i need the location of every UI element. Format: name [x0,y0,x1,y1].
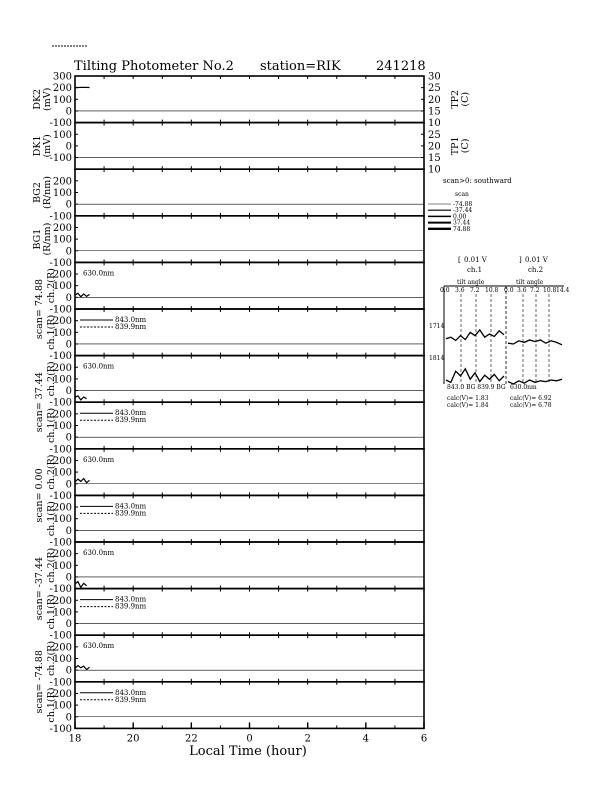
inset-tilt-tick-ch1: 10.8 [485,287,499,294]
inset-tilt-tick-ch2: 0.0 [504,287,514,294]
panel-dk2 [32,72,471,130]
legend-label-843: 843.0nm [115,409,147,417]
y-tick-label: -100 [50,258,72,269]
legend-label-839: 839.9nm [115,323,147,331]
inset-ch2-scale: 0.01 V [525,256,549,264]
y-tick-label: 0 [66,386,72,397]
y-tick-label: -100 [50,444,72,455]
y-tick-label: 0 [66,433,72,444]
inset-ch1-bracket: [ [458,256,461,264]
inset-panel [429,256,570,409]
y-tick-label: 0 [66,572,72,583]
inset-ch2-bottom-labels: 630.0nm [510,384,537,391]
legend-label-839: 839.9nm [115,696,147,704]
y-tick-label: -100 [50,398,72,409]
right-axis-label: TP2 [450,90,461,109]
panel-dk1 [32,123,471,176]
y-axis-label: BG2 [32,182,43,203]
inset-ch1-scale: 0.01 V [464,256,488,264]
panel-frame [75,169,424,216]
y-axis-label: scan= 0.00 [34,468,45,522]
data-trace-s1c2 [75,293,90,297]
y-axis-unit: ch.2(R) [46,268,57,303]
y-axis-unit: (mV) [42,88,53,111]
panel-frame [75,216,424,263]
y-tick-label: 0 [66,712,72,723]
inset-ch2-bracket: ] [519,256,522,264]
scan-legend [428,177,512,233]
y-tick-label: -100 [50,584,72,595]
panel-group [32,72,471,735]
inset-tilt-tick-ch1: 3.6 [455,287,465,294]
y-axis-label: scan= 37.44 [34,372,45,432]
y-tick-label: 100 [53,654,72,665]
y-tick-label: 200 [53,270,72,281]
panel-s1c2 [34,262,424,339]
y-tick-label: 0 [66,666,72,677]
y-tick-label: 200 [53,549,72,560]
inset-tilt-tick-ch2: 14.4 [556,287,570,294]
inset-ch2-label: ch.2 [528,266,543,274]
right-tick-label: 10 [428,118,441,129]
y-tick-label: 300 [53,72,72,83]
y-tick-label: 0 [66,479,72,490]
inset-y-label-top: 1714 [429,323,444,330]
inset-tilt-tick-ch1: 7.2 [470,287,480,294]
x-tick-label: 20 [127,733,140,744]
panel-s2c1 [46,402,424,455]
inset-calc1-ch2: calc(V)= 6.92 [510,395,552,402]
y-tick-label: 200 [53,83,72,94]
y-tick-label: -100 [50,538,72,549]
right-tick-label: 20 [428,141,441,152]
panel-wavelength-note: 630.0nm [83,363,115,371]
y-axis-label: BG1 [32,229,43,250]
scan-legend-item: -37.44 [453,207,472,214]
y-tick-label: 0 [66,526,72,537]
scan-legend-heading: scan [455,191,469,198]
y-tick-label: 0 [66,106,72,117]
y-axis-unit: ch.1(R) [46,594,57,629]
panel-frame [75,356,424,403]
y-axis-unit: (R/nm) [42,176,53,209]
y-tick-label: -100 [50,211,72,222]
right-tick-label: 10 [428,165,441,176]
scan-legend-item: -74.88 [453,201,472,208]
data-trace-s2c2 [75,396,87,400]
right-axis-unit: (C) [460,92,471,107]
right-tick-label: 20 [428,95,441,106]
chart-title: Tilting Photometer No.2 [74,59,234,74]
y-tick-label: 100 [53,281,72,292]
inset-tilt-tick-ch1: 0.0 [440,287,450,294]
y-tick-label: -100 [50,491,72,502]
y-tick-label: -100 [50,724,72,735]
y-axis-unit: ch.1(R) [46,315,57,350]
panel-wavelength-note: 630.0nm [83,549,115,557]
y-tick-label: 200 [53,176,72,187]
scan-legend-item: 0.00 [453,213,467,220]
y-tick-label: 200 [53,642,72,653]
y-tick-label: 0 [66,246,72,257]
y-axis-label: DK2 [32,89,43,110]
y-tick-label: 100 [53,130,72,141]
panel-s1c1 [46,309,424,362]
y-axis-unit: (mV) [42,134,53,157]
data-trace-s5c2 [75,666,90,670]
right-axis-label: TP1 [450,137,461,156]
y-tick-label: 200 [53,223,72,234]
inset-tilt-tick-ch2: 7.2 [530,287,540,294]
inset-calc2-ch2: calc(V)= 6.78 [510,402,552,409]
x-axis [69,722,428,744]
y-tick-label: -100 [50,153,72,164]
y-tick-label: 100 [53,188,72,199]
inset-trace-ch2-top [508,340,562,345]
panel-s3c1 [46,495,424,548]
panel-frame [75,635,424,682]
inset-calc1-ch1: calc(V)= 1.83 [447,395,489,402]
legend-label-843: 843.0nm [115,689,147,697]
inset-y-label-bottom: 1814 [429,355,444,362]
y-axis-label: scan= -37.44 [34,557,45,620]
panel-frame [75,76,424,123]
y-tick-label: 0 [66,339,72,350]
inset-tilt-label-ch2: tilt angle [516,279,544,286]
scan-legend-item: 74.88 [453,226,470,233]
y-tick-label: 100 [53,514,72,525]
y-axis-unit: ch.2(R) [46,455,57,490]
y-tick-label: 200 [53,456,72,467]
data-trace-s3c2 [75,479,90,483]
panel-frame [75,449,424,496]
panel-s2c2 [34,356,424,433]
y-tick-label: 100 [53,374,72,385]
inset-tilt-tick-ch2: 3.6 [517,287,527,294]
y-tick-label: 100 [53,561,72,572]
y-tick-label: -100 [50,677,72,688]
panel-bg2 [32,169,424,222]
legend-label-839: 839.9nm [115,603,147,611]
inset-tilt-label-ch1: tilt angle [457,279,485,286]
y-axis-label: scan= -74.88 [34,650,45,713]
legend-label-843: 843.0nm [115,596,147,604]
x-tick-label: 0 [246,733,252,744]
y-tick-label: 0 [66,619,72,630]
inset-ch1-bottom-labels: 843.0 BG 839.9 BG [447,384,506,391]
y-tick-label: 200 [53,503,72,514]
data-trace-s4c2 [75,582,87,588]
y-tick-label: 100 [53,235,72,246]
x-tick-label: 2 [304,733,310,744]
panel-s4c2 [34,542,424,620]
y-tick-label: 100 [53,701,72,712]
x-axis-label: Local Time (hour) [189,744,307,759]
right-tick-label: 25 [428,83,441,94]
right-tick-label: 15 [428,153,441,164]
y-tick-label: -100 [50,631,72,642]
y-tick-label: 0 [66,200,72,211]
y-axis-unit: (R/nm) [42,223,53,256]
y-axis-unit: ch.2(R) [46,641,57,676]
inset-trace-ch1-bottom [446,369,504,383]
x-tick-label: 18 [69,733,82,744]
y-tick-label: 0 [66,293,72,304]
x-tick-label: 4 [363,733,369,744]
y-axis-label: DK1 [32,136,43,157]
panel-s3c2 [34,449,424,523]
legend-label-839: 839.9nm [115,416,147,424]
legend-label-843: 843.0nm [115,316,147,324]
panel-wavelength-note: 630.0nm [83,456,115,464]
date-label: 241218 [376,59,426,74]
inset-tilt-tick-ch2: 10.8 [543,287,557,294]
y-tick-label: -100 [50,305,72,316]
inset-calc2-ch1: calc(V)= 1.84 [447,402,489,409]
legend-label-843: 843.0nm [115,502,147,510]
y-tick-label: 100 [53,328,72,339]
right-tick-label: 25 [428,130,441,141]
right-axis-unit: (C) [460,139,471,154]
y-tick-label: 0 [66,141,72,152]
y-tick-label: 100 [53,468,72,479]
y-axis-unit: ch.1(R) [46,408,57,443]
panel-frame [75,123,424,170]
y-tick-label: 200 [53,689,72,700]
y-tick-label: 100 [53,607,72,618]
y-tick-label: -100 [50,118,72,129]
legend-label-839: 839.9nm [115,509,147,517]
y-axis-unit: ch.2(R) [46,361,57,396]
y-tick-label: 200 [53,596,72,607]
y-axis-unit: ch.1(R) [46,501,57,536]
right-tick-label: 15 [428,106,441,117]
panel-wavelength-note: 630.0nm [83,269,115,277]
panel-s5c2 [34,635,424,713]
panel-s5c1 [46,682,424,735]
station-label: station=RIK [260,59,341,74]
inset-trace-ch1-top [446,330,504,340]
inset-ch1-label: ch.1 [467,266,482,274]
y-tick-label: 100 [53,421,72,432]
y-axis-label: scan= 74.88 [34,279,45,339]
panel-s4c1 [46,589,424,642]
y-tick-label: 100 [53,95,72,106]
panel-wavelength-note: 630.0nm [83,642,115,650]
x-tick-label: 22 [185,733,198,744]
y-tick-label: 200 [53,409,72,420]
y-tick-label: -100 [50,351,72,362]
scan-legend-title: scan>0: southward [443,177,512,185]
y-axis-unit: ch.1(R) [46,688,57,723]
scan-legend-item: 37.44 [453,220,470,227]
x-tick-label: 6 [421,733,427,744]
y-tick-label: 200 [53,316,72,327]
panel-frame [75,262,424,309]
y-axis-unit: ch.2(R) [46,548,57,583]
panel-frame [75,542,424,589]
y-tick-label: 200 [53,363,72,374]
right-tick-label: 30 [428,72,441,83]
panel-bg1 [32,216,424,269]
